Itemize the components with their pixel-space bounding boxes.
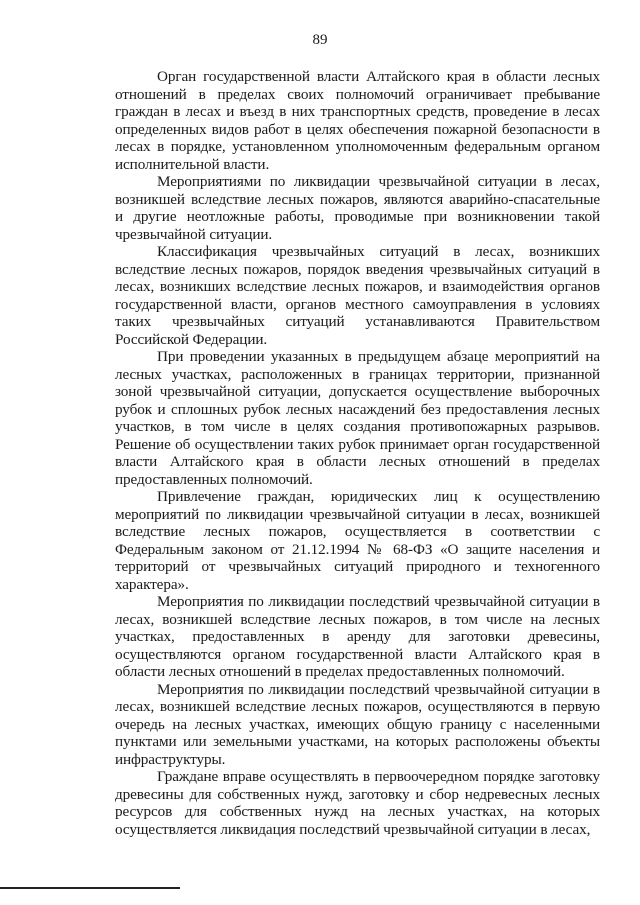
page-number: 89 [312,32,328,48]
paragraph: Мероприятия по ликвидации последствий чрезвычайной ситуации в лесах, возникшей вследствие лесных пожаров, осуществляются в первую очередь на лесных участках, имеющих общую границу с населенными пунктами или земельными участками, на которых расположены объекты инфраструктуры. [115,680,600,768]
footnote-divider [0,887,180,889]
paragraph: При проведении указанных в предыдущем абзаце мероприятий на лесных участках, расположенных в границах территории, признанной зоной чрезвычайной ситуации, допускается осуществление выборочных рубок и сплошных рубок лесных насаждений без предоставления лесных участков, в том числе в целях создания противопожарных разрывов. Решение об осуществлении таких рубок принимает орган государственной власти Алтайского края в области лесных отношений в пределах предоставленных полномочий. [115,348,600,488]
document-body [115,68,600,838]
paragraph: Мероприятия по ликвидации последствий чрезвычайной ситуации в лесах, возникшей вследствие лесных пожаров, в том числе на лесных участках, предоставленных в аренду для заготовки древесины, осуществляются органом государственной власти Алтайского края в области лесных отношений в пределах предоставленных полномочий. [115,593,600,680]
paragraph: Граждане вправе осуществлять в первоочередном порядке заготовку древесины для собственных нужд, заготовку и сбор недревесных лесных ресурсов для собственных нужд на лесных участках, на которых осуществляется ликвидация последствий чрезвычайной ситуации в лесах, [115,768,600,838]
paragraph: Орган государственной власти Алтайского края в области лесных отношений в пределах своих полномочий ограничивает пребывание граждан в лесах и въезд в них транспортных средств, проведение в лесах определенных видов работ в целях обеспечения пожарной безопасности в лесах в порядке, установленном уполномоченным федеральным органом исполнительной власти. [115,68,600,173]
paragraph: Классификация чрезвычайных ситуаций в лесах, возникших вследствие лесных пожаров, порядок введения чрезвычайных ситуаций в лесах, возникших вследствие лесных пожаров, и взаимодействия органов государственной власти, органов местного самоуправления в условиях таких чрезвычайных ситуаций устанавливаются Правительством Российской Федерации. [115,243,600,348]
paragraph: Привлечение граждан, юридических лиц к осуществлению мероприятий по ликвидации чрезвычайной ситуации в лесах, возникшей вследствие лесных пожаров, осуществляется в соответствии с Федеральным законом от 21.12.1994 № 68-ФЗ «О защите населения и территорий от чрезвычайных ситуаций природного и техногенного характера». [115,488,600,593]
paragraph: Мероприятиями по ликвидации чрезвычайной ситуации в лесах, возникшей вследствие лесных пожаров, являются аварийно-спасательные и другие неотложные работы, проводимые при возникновении такой чрезвычайной ситуации. [115,173,600,243]
